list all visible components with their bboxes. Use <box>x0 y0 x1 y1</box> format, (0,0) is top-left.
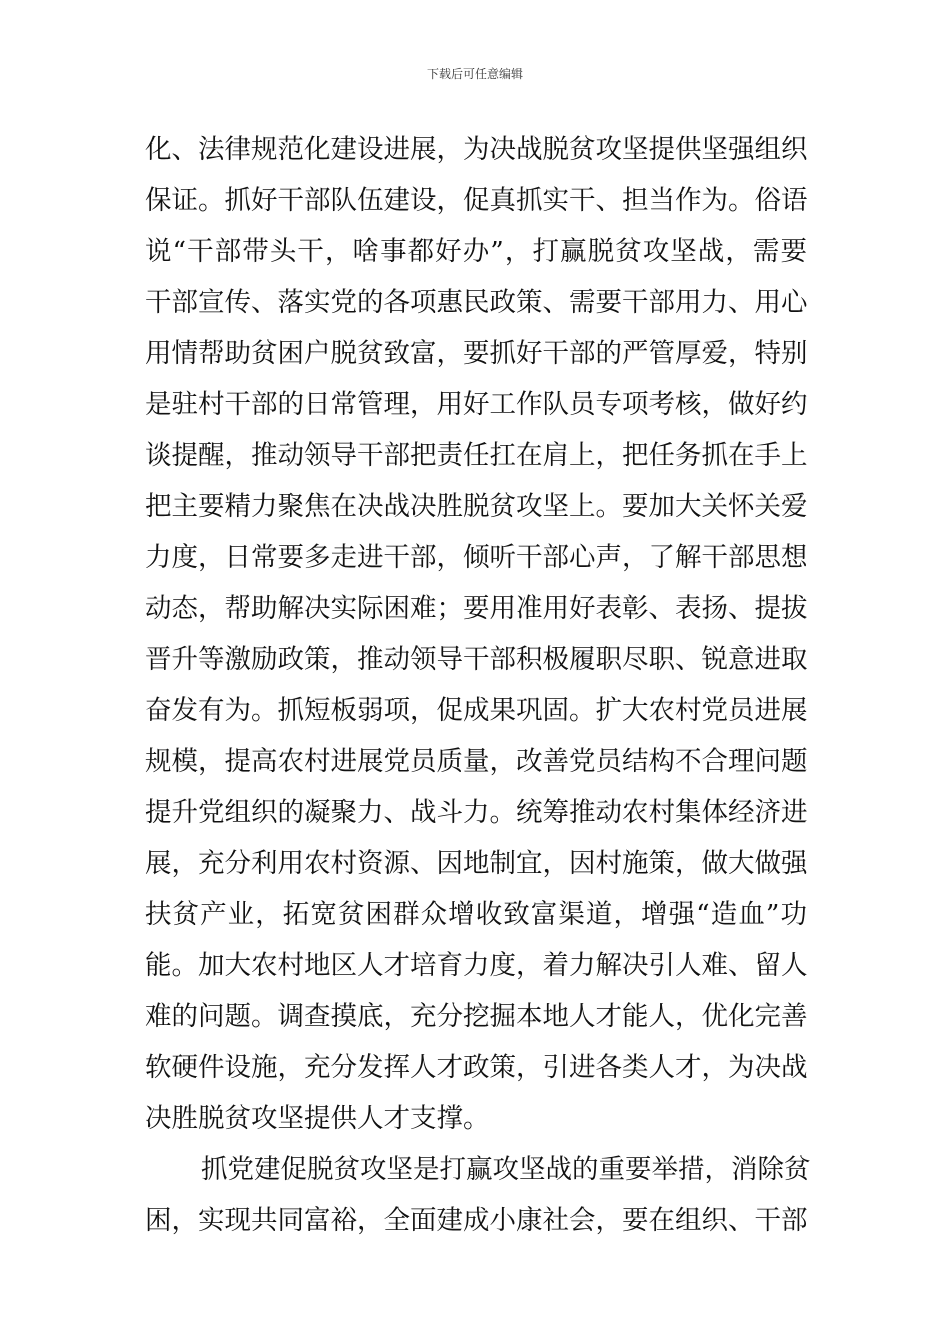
text-line: 力度，日常要多走进干部，倾听干部心声，了解干部思想 <box>145 542 808 573</box>
text-line: 说“干部带头干，啥事都好办”，打赢脱贫攻坚战，需要 <box>145 236 807 267</box>
text-line: 规模，提高农村进展党员质量，改善党员结构不合理问题 <box>145 746 808 777</box>
paragraph-1 <box>145 130 807 1150</box>
page-header: 下载后可任意编辑 <box>426 67 523 81</box>
text-line: 化、法律规范化建设进展，为决战脱贫攻坚提供坚强组织 <box>145 134 808 165</box>
text-line: 动态，帮助解决实际困难；要用准用好表彰、表扬、提拔 <box>145 593 808 624</box>
text-line: 谈提醒，推动领导干部把责任扛在肩上，把任务抓在手上 <box>145 440 808 471</box>
text-line: 晋升等激励政策，推动领导干部积极履职尽职、锐意进取 <box>145 644 808 675</box>
text-line: 干部宣传、落实党的各项惠民政策、需要干部用力、用心 <box>145 287 808 318</box>
text-line: 展，充分利用农村资源、因地制宜，因村施策，做大做强 <box>145 848 808 879</box>
text-line: 决胜脱贫攻坚提供人才支撑。 <box>145 1103 490 1134</box>
text-line: 把主要精力聚焦在决战决胜脱贫攻坚上。要加大关怀关爱 <box>145 491 808 522</box>
text-line: 用情帮助贫困户脱贫致富，要抓好干部的严管厚爱，特别 <box>145 338 808 369</box>
text-line: 奋发有为。抓短板弱项，促成果巩固。扩大农村党员进展 <box>145 695 808 726</box>
text-line: 保证。抓好干部队伍建设，促真抓实干、担当作为。俗语 <box>145 185 808 216</box>
text-line: 难的问题。调查摸底，充分挖掘本地人才能人，优化完善 <box>145 1001 808 1032</box>
text-line: 软硬件设施，充分发挥人才政策，引进各类人才，为决战 <box>145 1052 808 1083</box>
text-line: 是驻村干部的日常管理，用好工作队员专项考核，做好约 <box>145 389 808 420</box>
text-line: 能。加大农村地区人才培育力度，着力解决引人难、留人 <box>145 950 808 981</box>
text-line: 扶贫产业，拓宽贫困群众增收致富渠道，增强“造血”功 <box>145 899 807 930</box>
paragraph-2 <box>145 1150 811 1252</box>
text-line: 提升党组织的凝聚力、战斗力。统筹推动农村集体经济进 <box>145 797 808 828</box>
text-line: 抓党建促脱贫攻坚是打赢攻坚战的重要举措，消除贫 <box>201 1154 811 1185</box>
document-body <box>145 130 811 1252</box>
text-line: 困，实现共同富裕，全面建成小康社会，要在组织、干部 <box>145 1205 808 1236</box>
